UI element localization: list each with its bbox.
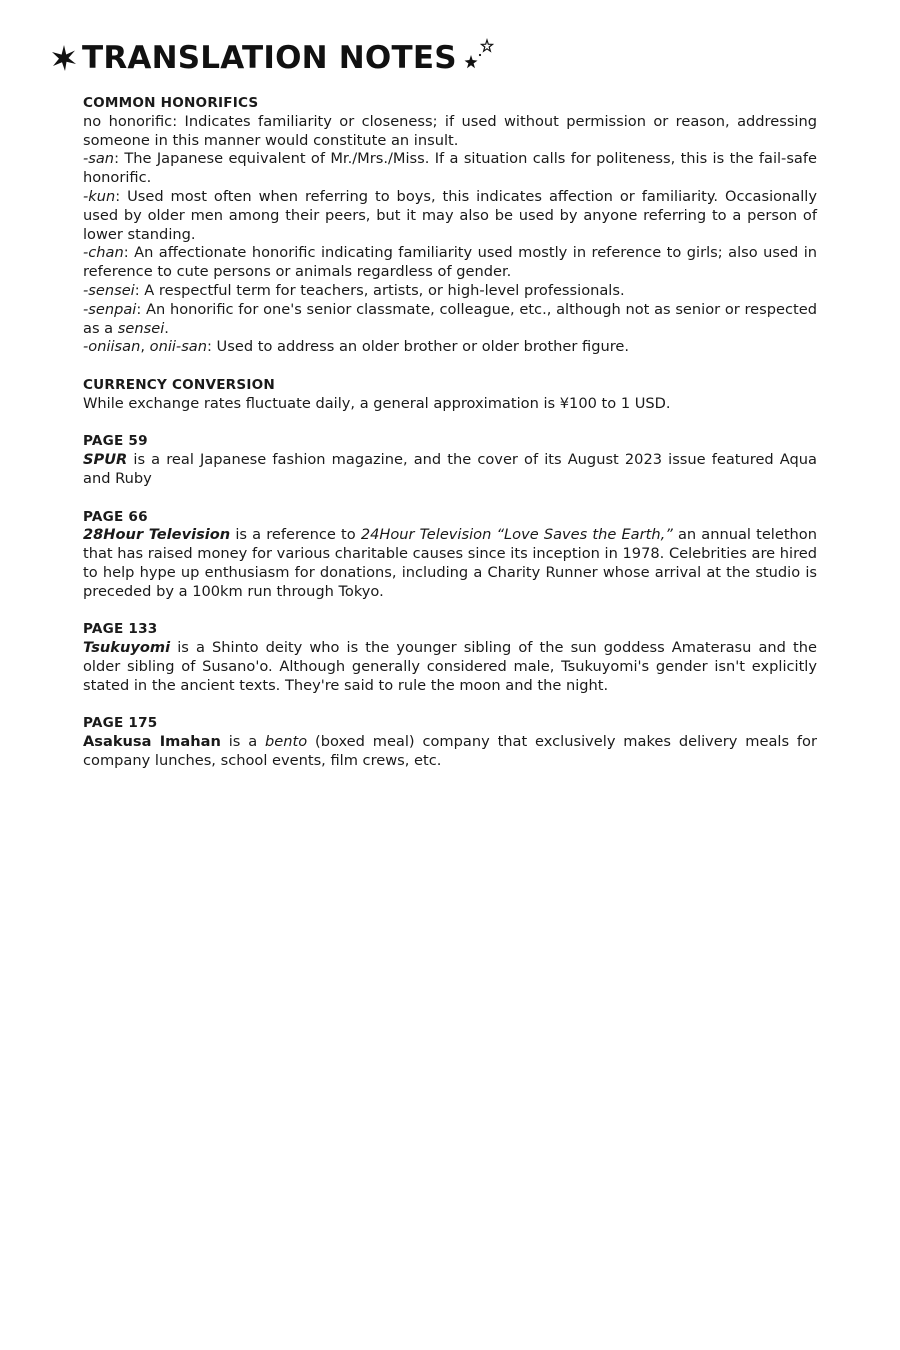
honorific-term: -oniisan — [83, 338, 141, 356]
honorific-entry-chan: -chan: An affectionate honorific indicating familiarity used mostly in reference to girls; also used in reference to cute persons or animals regardless of gender. — [83, 244, 817, 281]
page-133-note: Tsukuyomi is a Shinto deity who is the younger sibling of the sun goddess Amaterasu and the older sibling of Susano'o. Although generally considered male, Tsukuyomi's gender isn't explicitly stated in the ancient texts. They're said to rule the moon and the night. — [83, 639, 817, 694]
honorific-term: -chan — [83, 244, 124, 262]
note-term: Asakusa Imahan — [83, 733, 221, 751]
honorific-term: sensei — [117, 319, 165, 337]
honorific-term: -sensei — [83, 281, 135, 299]
honorific-entry-san: -san: The Japanese equivalent of Mr./Mrs./Miss. If a situation calls for politeness, this is the fail-safe honorific. — [83, 150, 817, 187]
referenced-title: 24Hour Television “Love Saves the Earth,” — [360, 526, 673, 544]
section-heading: PAGE 133 — [83, 621, 158, 638]
honorific-term: -senpai — [83, 300, 137, 318]
note-term: SPUR — [83, 451, 128, 469]
honorific-term: -kun — [83, 187, 116, 205]
honorific-entry-kun: -kun: Used most often when referring to boys, this indicates affection or familiarity. Occasionally used by older men among their peers, but it may also be used by anyone referring to a person of lower standing. — [83, 187, 817, 243]
honorific-entry-senpai: -senpai: An honorific for one's senior classmate, colleague, etc., although not as senior or respected as a sensei. — [83, 300, 817, 337]
section-heading: PAGE 59 — [83, 433, 148, 450]
asterisk-star-icon — [50, 44, 78, 72]
translation-notes — [83, 94, 817, 789]
page-175-note: Asakusa Imahan is a bento (boxed meal) company that exclusively makes delivery meals for company lunches, school events, film crews, etc. — [83, 733, 817, 769]
honorific-entry-oniisan: -oniisan, onii-san: Used to address an older brother or older brother figure. — [83, 338, 630, 356]
honorific-entry-sensei: -sensei: A respectful term for teachers, artists, or high-level professionals. — [83, 281, 625, 299]
section-page-66 — [83, 508, 817, 602]
section-page-133 — [83, 620, 817, 695]
honorific-entry-none: no honorific: Indicates familiarity or closeness; if used without permission or reason, addressing someone in this manner would constitute an insult. — [83, 112, 817, 149]
note-term-italic: bento — [265, 733, 308, 751]
section-heading: PAGE 66 — [83, 508, 148, 525]
sparkle-stars-icon — [463, 37, 497, 71]
page-header — [50, 36, 497, 80]
currency-note: While exchange rates fluctuate daily, a general approximation is ¥100 to 1 USD. — [83, 394, 671, 412]
honorific-term: onii-san — [149, 338, 207, 356]
section-currency — [83, 376, 817, 414]
section-page-175 — [83, 714, 817, 770]
note-term: Tsukuyomi — [83, 639, 171, 657]
page-59-note: SPUR is a real Japanese fashion magazine, and the cover of its August 2023 issue featured Aqua and Ruby — [83, 451, 817, 487]
honorific-term: -san — [83, 150, 115, 168]
note-term: 28Hour Television — [83, 526, 231, 544]
section-heading: PAGE 175 — [83, 715, 158, 732]
page-66-note: 28Hour Television is a reference to 24Hour Television “Love Saves the Earth,” an annual telethon that has raised money for various charitable causes since its inception in 1978. Celebrities are hired to help hype up enthusiasm for donations, including a Charity Runner whose arrival at the studio is preceded by a 100km run through Tokyo. — [83, 526, 817, 600]
section-heading: COMMON HONORIFICS — [83, 95, 259, 111]
section-page-59 — [83, 432, 817, 488]
section-heading: CURRENCY CONVERSION — [83, 376, 275, 393]
section-honorifics — [83, 94, 817, 357]
page-title: TRANSLATION NOTES — [82, 40, 457, 76]
